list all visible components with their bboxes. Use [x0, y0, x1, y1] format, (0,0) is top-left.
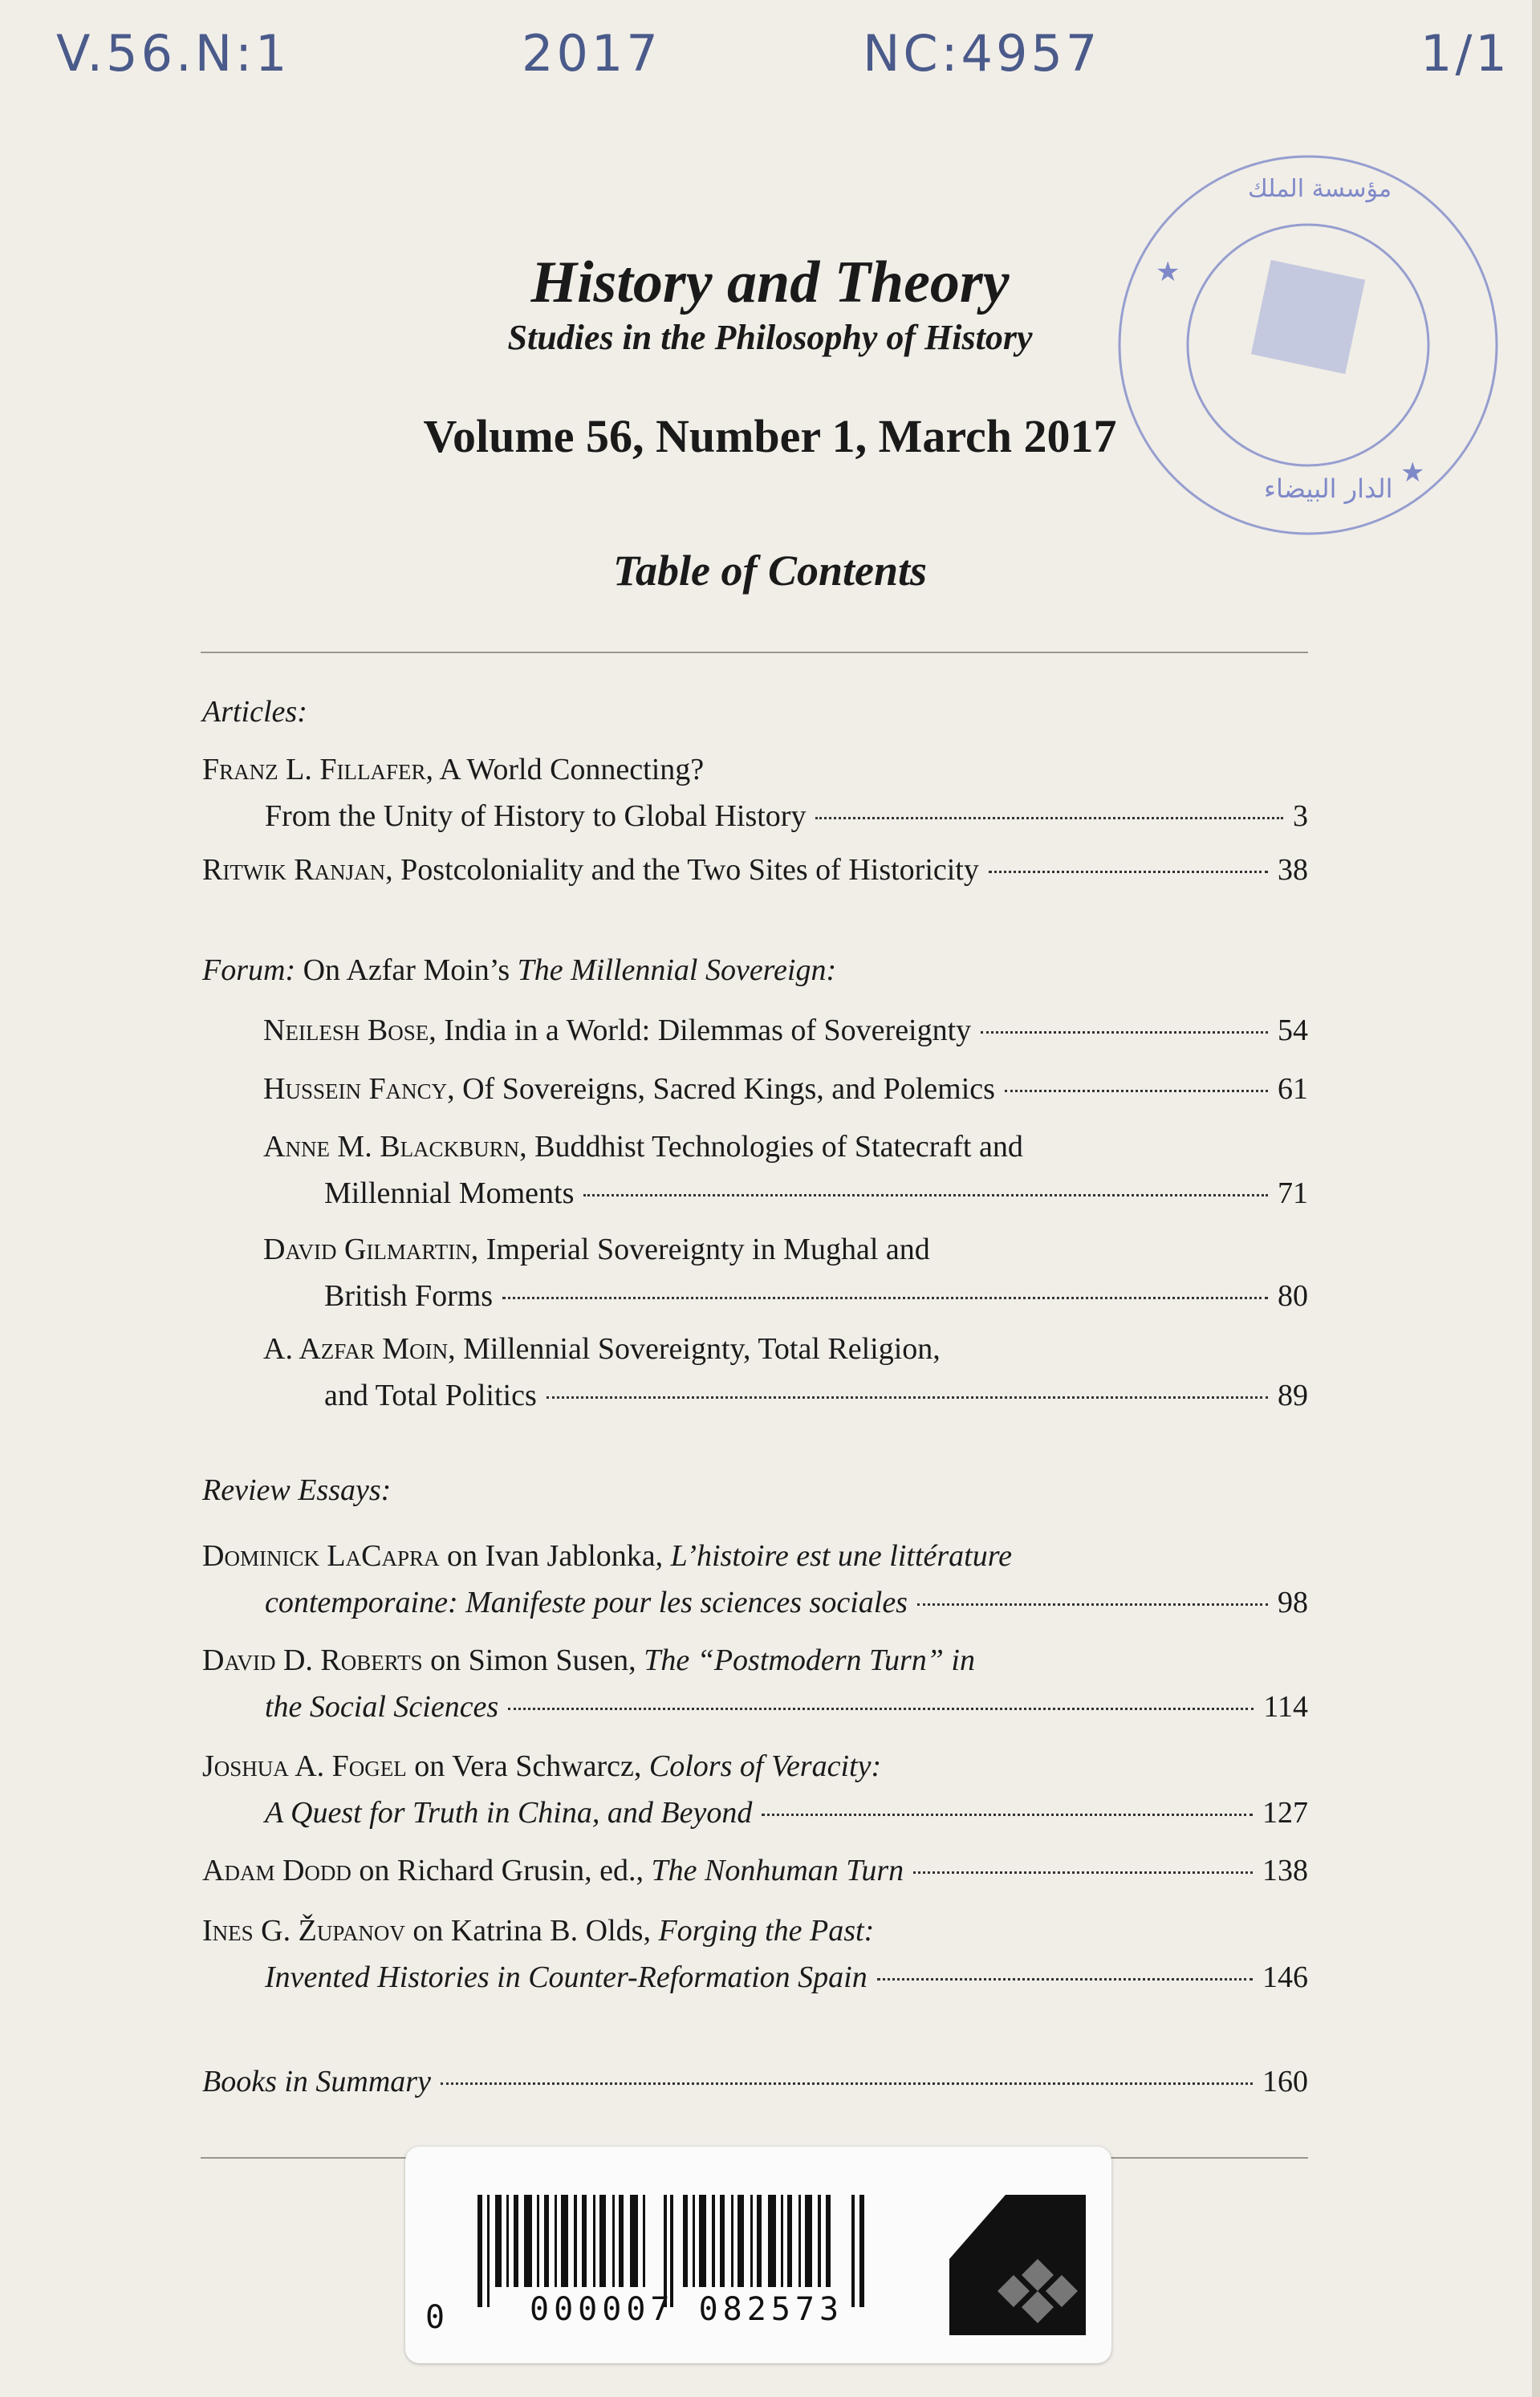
- toc-entry: [263, 1123, 1308, 1217]
- entry-on: on Katrina B. Olds,: [404, 1914, 659, 1948]
- entry-author: Joshua A. Fogel: [202, 1749, 407, 1783]
- entry-title: , Buddhist Technologies of Statecraft and: [519, 1130, 1023, 1164]
- entry-title: L’histoire est une littérature: [670, 1539, 1012, 1573]
- entry-author: Adam Dodd: [202, 1854, 351, 1887]
- handwritten-volume-mark: V.56.N:1: [56, 24, 291, 83]
- handwritten-nc-mark: NC:4957: [863, 24, 1101, 83]
- toc-entry: [202, 1637, 1308, 1730]
- entry-page: 54: [1278, 1014, 1308, 1047]
- entry-on: on Richard Grusin, ed.,: [351, 1854, 652, 1887]
- entry-on: on Ivan Jablonka,: [439, 1539, 671, 1573]
- toc-entry: [202, 1907, 1308, 2001]
- barcode-prefix: 0: [425, 2299, 445, 2336]
- entry-page: 98: [1278, 1586, 1308, 1619]
- toc-entry: [202, 746, 1308, 839]
- toc-entry: [202, 847, 1308, 893]
- forum-heading: [202, 947, 1308, 993]
- toc-entry: [202, 1847, 1308, 1894]
- forum-book: The Millennial Sovereign:: [517, 953, 837, 987]
- entry-on: on Vera Schwarcz,: [406, 1749, 649, 1783]
- entry-title: Forging the Past:: [658, 1914, 875, 1948]
- entry-title: , Millennial Sovereignty, Total Religion,: [448, 1332, 941, 1366]
- svg-text:الدار البيضاء: الدار البيضاء: [1264, 473, 1393, 504]
- entry-page: 114: [1263, 1690, 1308, 1724]
- entry-page: 138: [1262, 1854, 1308, 1887]
- svg-text:★: ★: [1400, 457, 1425, 489]
- forum-heading-text: On Azfar Moin’s: [295, 953, 518, 987]
- entry-title-cont: the Social Sciences: [265, 1690, 499, 1724]
- volume-info: Volume 56, Number 1, March 2017: [423, 410, 1117, 462]
- entry-title: , A World Connecting?: [425, 753, 705, 786]
- handwritten-year-mark: 2017: [522, 24, 661, 83]
- toc-entry: [263, 1007, 1308, 1054]
- entry-title-cont: contemporaine: Manifeste pour les sciences sociales: [265, 1586, 908, 1619]
- entry-page: 146: [1262, 1960, 1308, 1994]
- entry-page: 38: [1278, 853, 1308, 887]
- library-logo-icon: [949, 2195, 1086, 2335]
- entry-author: David D. Roberts: [202, 1643, 423, 1677]
- journal-subtitle: Studies in the Philosophy of History: [507, 318, 1033, 357]
- toc-entry: [202, 2058, 1308, 2105]
- entry-author: Ines G. Županov: [202, 1914, 405, 1948]
- entry-page: 127: [1262, 1796, 1308, 1830]
- entry-title-cont: A Quest for Truth in China, and Beyond: [265, 1796, 753, 1830]
- entry-page: 80: [1278, 1279, 1308, 1313]
- entry-author: A. Azfar Moin: [263, 1332, 449, 1366]
- toc-entry: [202, 1743, 1308, 1836]
- entry-title-cont: From the Unity of History to Global History: [265, 799, 807, 833]
- entry-title: The Nonhuman Turn: [651, 1854, 904, 1887]
- forum-label: Forum:: [202, 953, 296, 987]
- barcode: [477, 2195, 871, 2307]
- entry-author: Anne M. Blackburn: [263, 1130, 520, 1164]
- entry-title: Colors of Veracity:: [648, 1749, 882, 1783]
- entry-author: David Gilmartin: [263, 1233, 471, 1266]
- entry-author: Neilesh Bose: [263, 1014, 429, 1047]
- entry-page: 160: [1262, 2065, 1308, 2098]
- entry-author: Hussein Fancy: [263, 1072, 448, 1106]
- toc-heading: Table of Contents: [612, 546, 928, 595]
- review-essays-heading: Review Essays:: [202, 1473, 392, 1507]
- toc-entry: [263, 1226, 1308, 1319]
- handwritten-copy-mark: 1/1: [1420, 24, 1510, 83]
- toc-entry: [263, 1066, 1308, 1112]
- entry-author: Dominick LaCapra: [202, 1539, 440, 1573]
- entry-title-cont: Invented Histories in Counter-Reformation Spain: [265, 1960, 868, 1994]
- svg-text:مؤسسة الملك: مؤسسة الملك: [1248, 175, 1392, 203]
- entry-on: on Simon Susen,: [422, 1643, 644, 1677]
- entry-title: , Imperial Sovereignty in Mughal and: [470, 1233, 930, 1266]
- entry-author: Franz L. Fillafer: [202, 753, 426, 786]
- entry-title: , Postcoloniality and the Two Sites of Historicity: [385, 853, 979, 887]
- barcode-label: [405, 2147, 1111, 2363]
- entry-author: Ritwik Ranjan: [202, 853, 386, 887]
- entry-title-cont: Millennial Moments: [324, 1176, 575, 1210]
- entry-title: , India in a World: Dilemmas of Sovereignty: [429, 1014, 972, 1047]
- toc-entry: [202, 1533, 1308, 1626]
- books-in-summary-label: Books in Summary: [202, 2065, 431, 2098]
- page-edge: [1532, 0, 1540, 2397]
- journal-title: History and Theory: [530, 250, 1010, 315]
- entry-title: , Of Sovereigns, Sacred Kings, and Polemics: [447, 1072, 995, 1106]
- toc-entry: [263, 1326, 1308, 1419]
- entry-title-cont: and Total Politics: [324, 1379, 537, 1412]
- entry-page: 3: [1293, 799, 1308, 833]
- svg-text:★: ★: [1156, 256, 1180, 288]
- articles-heading: Articles:: [202, 695, 307, 729]
- entry-title-cont: British Forms: [324, 1279, 494, 1313]
- entry-title: The “Postmodern Turn” in: [644, 1643, 975, 1677]
- entry-page: 71: [1278, 1176, 1308, 1210]
- top-rule: [201, 652, 1308, 653]
- barcode-number: 000007 082573: [530, 2291, 844, 2328]
- entry-page: 61: [1278, 1072, 1308, 1106]
- entry-page: 89: [1278, 1379, 1308, 1412]
